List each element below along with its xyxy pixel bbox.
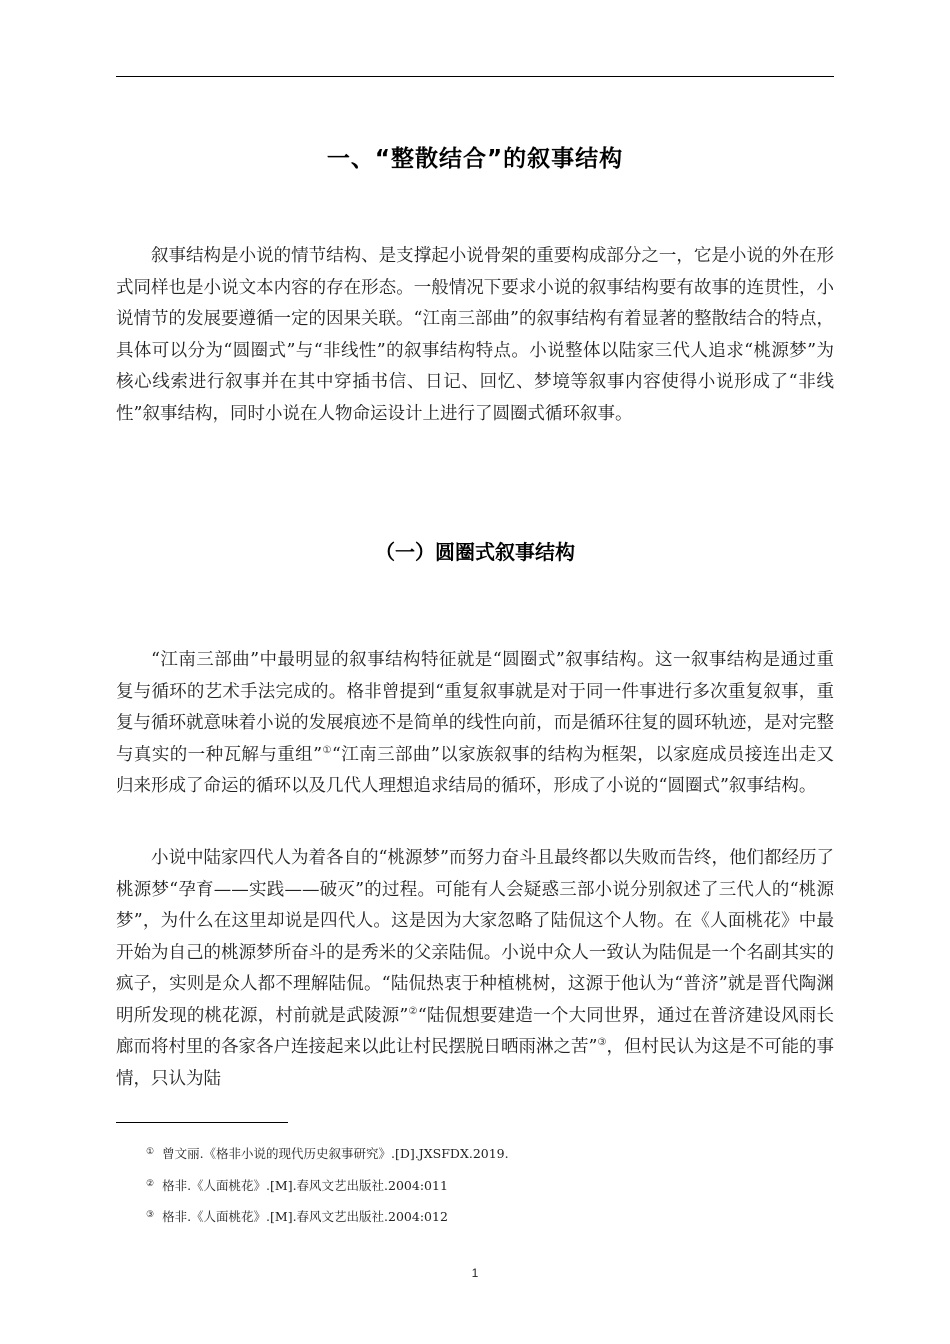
subsection-heading: （一）圆圈式叙事结构 bbox=[375, 540, 575, 564]
paragraph-text: ，但村民认为这是不可能的事情，只认为陆 bbox=[116, 1037, 834, 1089]
body-paragraph bbox=[116, 843, 834, 1095]
footnote-text: 格非.《人面桃花》.[M].春风文艺出版社.2004:012 bbox=[162, 1209, 448, 1224]
body-paragraph bbox=[116, 241, 834, 430]
footnote-ref[interactable]: ② bbox=[408, 1005, 418, 1017]
footnote-mark: ① bbox=[146, 1147, 155, 1157]
paragraph-text: “江南三部曲”以家族叙事的结构为框架，以家庭成员接连出走又归来形成了命运的循环以及几代人理想追求结局的循环，形成了小说的“圆圈式”叙事结构。 bbox=[116, 744, 834, 796]
footnote-mark: ② bbox=[146, 1179, 155, 1189]
footnote bbox=[146, 1144, 509, 1162]
footnote bbox=[146, 1176, 448, 1194]
footnote-rule bbox=[116, 1122, 288, 1123]
section-heading: 一、“整散结合”的叙事结构 bbox=[326, 146, 624, 172]
footnote-text: 曾文丽.《格非小说的现代历史叙事研究》.[D].JXSFDX.2019. bbox=[162, 1146, 509, 1161]
paragraph-text: 叙事结构是小说的情节结构、是支撑起小说骨架的重要构成部分之一，它是小说的外在形式同样也是小说文本内容的存在形态。一般情况下要求小说的叙事结构要有故事的连贯性，小说情节的发展要遵循一定的因果关联。“江南三部曲”的叙事结构有着显著的整散结合的特点，具体可以分为“圆圈式”与“非线性”的叙事结构特点。小说整体以陆家三代人追求“桃源梦”为核心线索进行叙事并在其中穿插书信、日记、回忆、梦境等叙事内容使得小说形成了“非线性”叙事结构，同时小说在人物命运设计上进行了圆圈式循环叙事。 bbox=[116, 246, 834, 424]
footnote bbox=[146, 1207, 448, 1225]
header-rule bbox=[116, 76, 834, 77]
footnote-ref[interactable]: ① bbox=[322, 744, 332, 756]
page-number: 1 bbox=[471, 1266, 479, 1280]
paragraph-text: “陆侃想要建造一个大同世界，通过在普济建设风雨长廊而将村里的各家各户连接起来以此让村民摆脱日晒雨淋之苦” bbox=[116, 1005, 834, 1057]
body-paragraph bbox=[116, 645, 834, 803]
paragraph-text: 小说中陆家四代人为着各自的“桃源梦”而努力奋斗且最终都以失败而告终，他们都经历了桃源梦“孕育——实践——破灭”的过程。可能有人会疑惑三部小说分别叙述了三代人的“桃源梦”，为什么在这里却说是四代人。这是因为大家忽略了陆侃这个人物。在《人面桃花》中最开始为自己的桃源梦所奋斗的是秀米的父亲陆侃。小说中众人一致认为陆侃是一个名副其实的疯子，实则是众人都不理解陆侃。“陆侃热衷于种植桃树，这源于他认为“普济”就是晋代陶渊明所发现的桃花源，村前就是武陵源” bbox=[116, 848, 834, 1026]
paragraph-text: “江南三部曲”中最明显的叙事结构特征就是“圆圈式”叙事结构。这一叙事结构是通过重复与循环的艺术手法完成的。格非曾提到“重复叙事就是对于同一件事进行多次重复叙事，重复与循环就意味着小说的发展痕迹不是简单的线性向前，而是循环往复的圆环轨迹，是对完整与真实的一种瓦解与重组” bbox=[116, 650, 834, 765]
footnote-mark: ③ bbox=[146, 1210, 155, 1220]
footnote-text: 格非.《人面桃花》.[M].春风文艺出版社.2004:011 bbox=[162, 1178, 448, 1193]
footnote-ref[interactable]: ③ bbox=[597, 1037, 607, 1048]
